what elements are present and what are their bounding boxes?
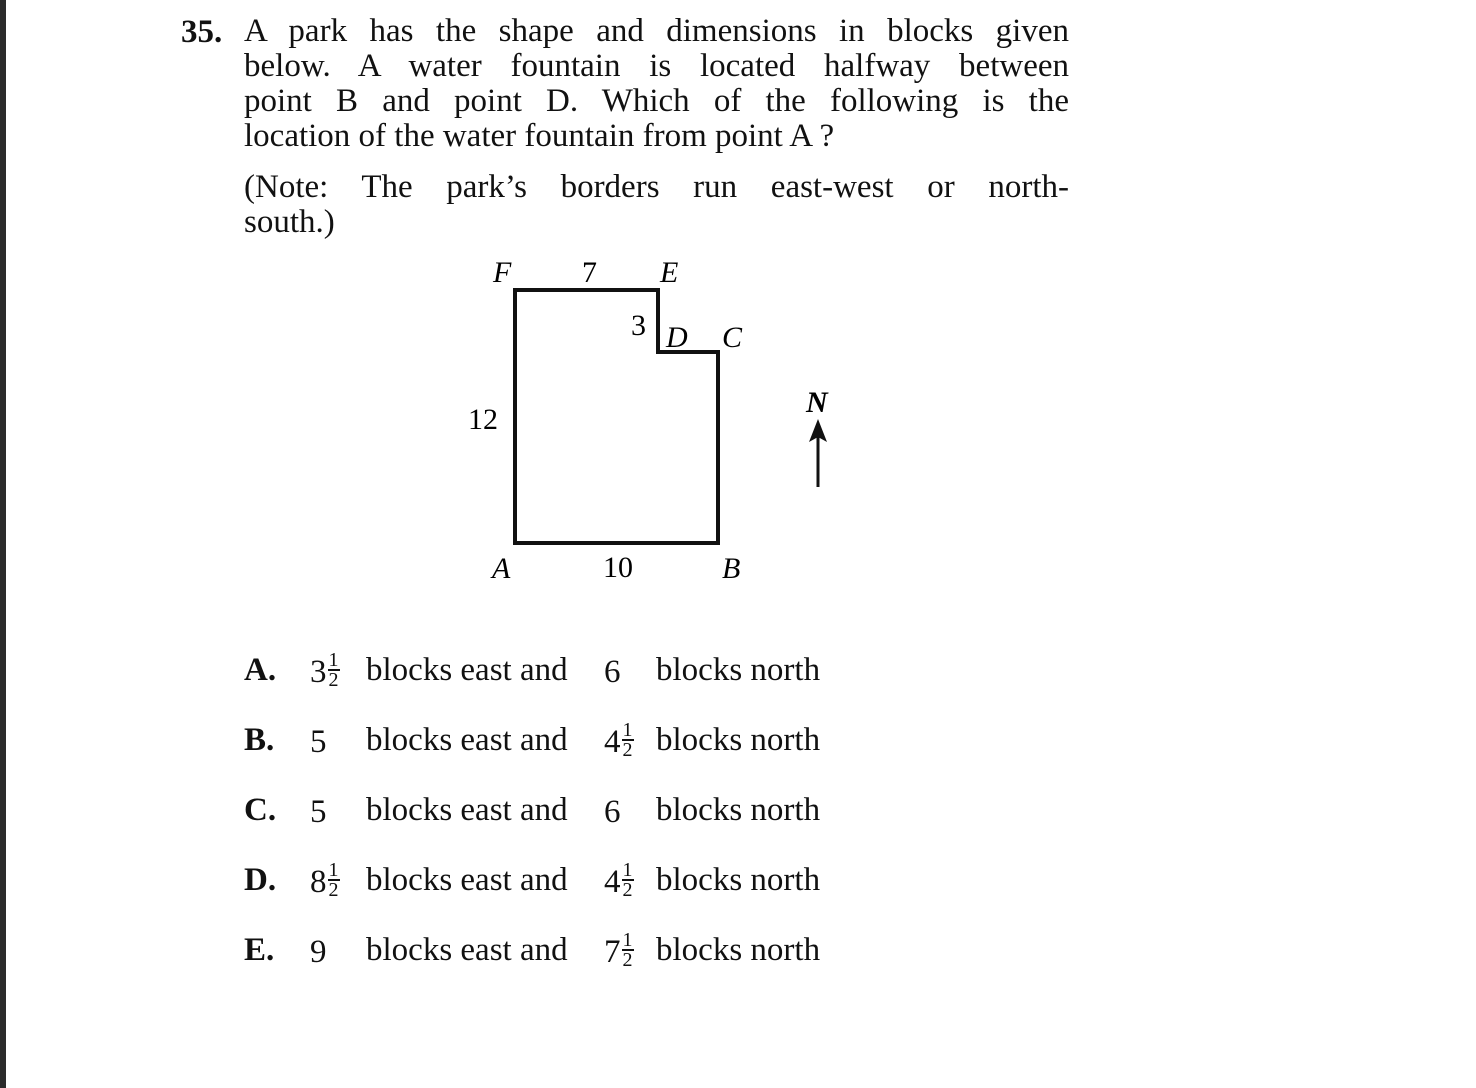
vertex-label-a: A bbox=[492, 552, 511, 585]
dimension-label-fe: 7 bbox=[582, 256, 597, 289]
east-value: 3 $\frac{1}{2}$ bbox=[310, 649, 339, 692]
choice-text-end: blocks north bbox=[656, 862, 821, 898]
choice-text-end: blocks north bbox=[656, 792, 821, 828]
north-fraction: $\frac{1}{2}$ bbox=[622, 719, 633, 762]
choice-letter: B. bbox=[244, 722, 275, 758]
east-fraction: $\frac{1}{2}$ bbox=[328, 649, 339, 692]
choice-letter: E. bbox=[244, 932, 275, 968]
question-line: below. A water fountain is located halfway between bbox=[244, 48, 1069, 84]
question-text bbox=[244, 14, 1069, 154]
choice-text: blocks east and bbox=[366, 932, 568, 968]
choice-text-end: blocks north bbox=[656, 722, 821, 758]
document-page bbox=[6, 0, 1476, 1088]
choice-letter: C. bbox=[244, 792, 277, 828]
choice-text: blocks east and bbox=[366, 722, 568, 758]
vertex-label-c: C bbox=[722, 321, 743, 354]
north-value: 4 $\frac{1}{2}$ bbox=[604, 719, 633, 762]
note-line: (Note: The park’s borders run east-west or north- bbox=[244, 169, 1069, 205]
north-fraction: $\frac{1}{2}$ bbox=[622, 859, 633, 902]
east-value: 5 bbox=[310, 724, 327, 761]
vertex-label-e: E bbox=[660, 256, 679, 289]
question-number: 35. bbox=[181, 14, 223, 50]
choice-text-end: blocks north bbox=[656, 652, 821, 688]
question-line: A park has the shape and dimensions in blocks given bbox=[244, 13, 1069, 49]
park-outline bbox=[515, 290, 718, 543]
north-value: 7 $\frac{1}{2}$ bbox=[604, 929, 633, 972]
north-fraction: $\frac{1}{2}$ bbox=[622, 929, 633, 972]
east-value: 9 bbox=[310, 934, 327, 971]
question-line: location of the water fountain from point A ? bbox=[244, 118, 835, 154]
north-value: 6 bbox=[604, 794, 621, 831]
dimension-label-ed: 3 bbox=[631, 309, 646, 342]
choice-text: blocks east and bbox=[366, 792, 568, 828]
choice-text: blocks east and bbox=[366, 652, 568, 688]
north-value: 6 bbox=[604, 654, 621, 691]
note-line: south.) bbox=[244, 204, 335, 240]
question-note bbox=[244, 170, 1069, 240]
east-fraction: $\frac{1}{2}$ bbox=[328, 859, 339, 902]
compass-label: N bbox=[806, 386, 828, 419]
choice-text: blocks east and bbox=[366, 862, 568, 898]
vertex-label-d: D bbox=[666, 321, 688, 354]
choice-text-end: blocks north bbox=[656, 932, 821, 968]
question-line: point B and point D. Which of the following is the bbox=[244, 83, 1069, 119]
choice-letter: A. bbox=[244, 652, 277, 688]
choice-letter: D. bbox=[244, 862, 277, 898]
dimension-label-ab: 10 bbox=[603, 551, 633, 584]
east-value: 8 $\frac{1}{2}$ bbox=[310, 859, 339, 902]
vertex-label-b: B bbox=[722, 552, 741, 585]
dimension-label-fa: 12 bbox=[468, 403, 498, 436]
vertex-label-f: F bbox=[493, 256, 512, 289]
east-value: 5 bbox=[310, 794, 327, 831]
north-arrow-icon bbox=[809, 419, 827, 487]
park-diagram bbox=[6, 0, 1476, 1088]
north-value: 4 $\frac{1}{2}$ bbox=[604, 859, 633, 902]
